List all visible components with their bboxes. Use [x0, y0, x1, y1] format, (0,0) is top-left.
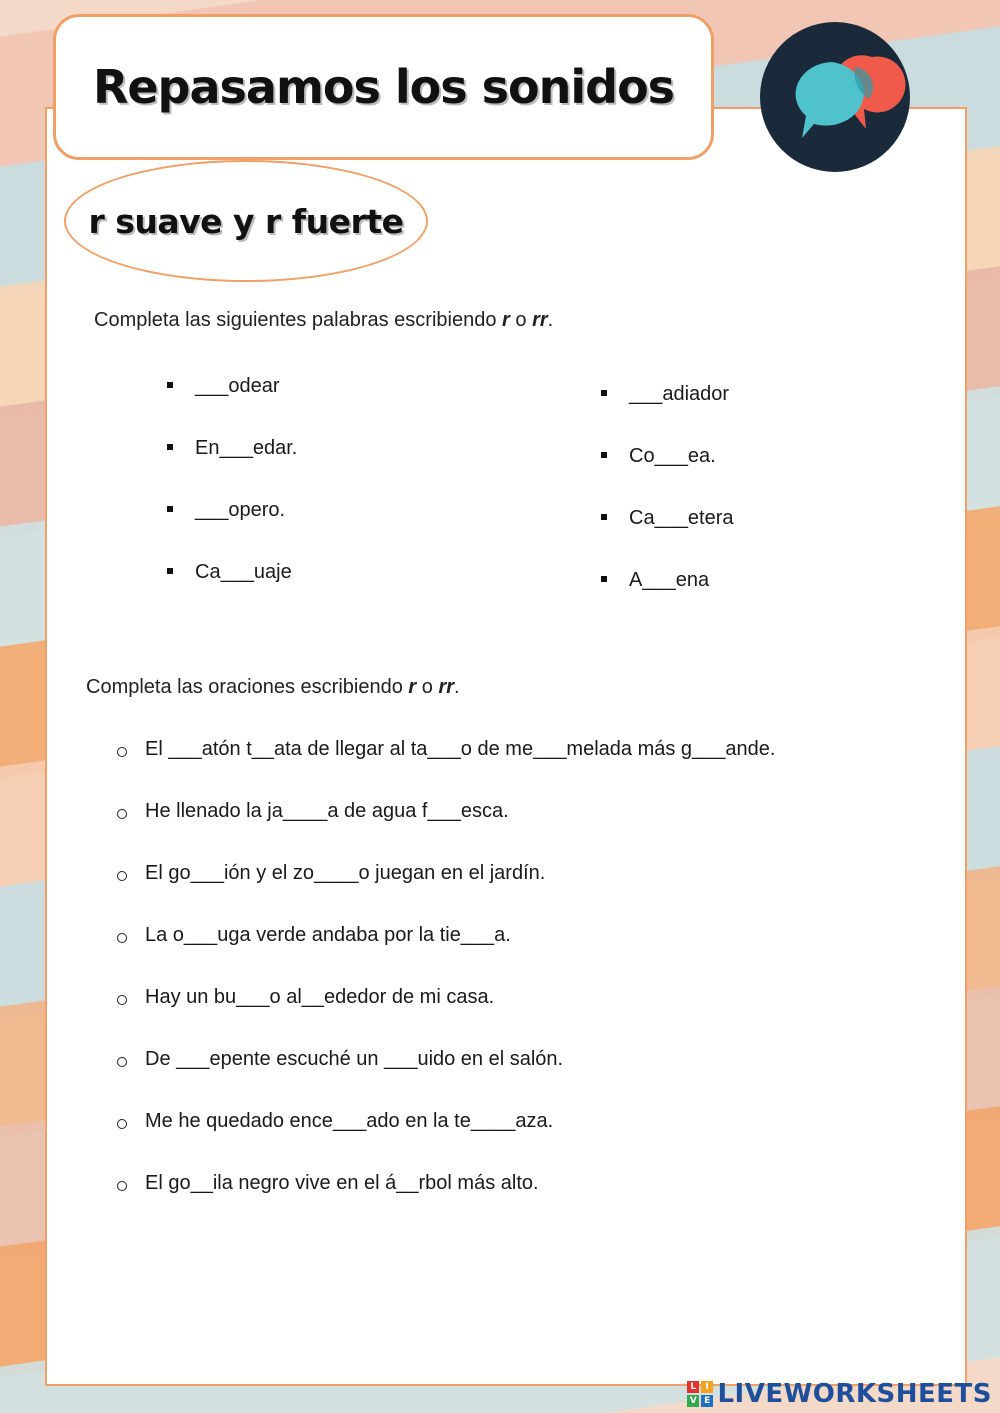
- list-item: [167, 561, 297, 623]
- subtitle-oval: [64, 160, 428, 282]
- instruction-r: r: [408, 676, 417, 698]
- list-item: [117, 800, 775, 862]
- brand-letter: I: [701, 1381, 713, 1393]
- circle-bullet-icon: [117, 933, 127, 943]
- bullet-icon: [167, 444, 173, 450]
- circle-bullet-icon: [117, 747, 127, 757]
- list-item: [167, 437, 297, 499]
- bullet-icon: [601, 514, 607, 520]
- bullet-icon: [167, 506, 173, 512]
- bullet-icon: [601, 390, 607, 396]
- instruction-end: .: [547, 309, 554, 331]
- list-item: [117, 986, 775, 1048]
- sentence-blank[interactable]: El go__ila negro vive en el á__rbol más alto.: [145, 1172, 539, 1194]
- circle-bullet-icon: [117, 1181, 127, 1191]
- instruction-text: Completa las siguientes palabras escribiendo: [94, 309, 503, 331]
- list-item: [601, 507, 734, 569]
- page-title: Repasamos los sonidos: [92, 60, 675, 114]
- instruction-text: Completa las oraciones escribiendo: [86, 676, 409, 698]
- brand-letter: V: [687, 1395, 699, 1407]
- list-item: [167, 375, 297, 437]
- circle-bullet-icon: [117, 1057, 127, 1067]
- sentence-blank[interactable]: El go___ión y el zo____o juegan en el jardín.: [145, 862, 546, 884]
- list-item: [601, 383, 734, 445]
- instruction-rr: rr: [532, 309, 548, 331]
- sentence-blank[interactable]: La o___uga verde andaba por la tie___a.: [145, 924, 511, 946]
- brand-letter: E: [701, 1395, 713, 1407]
- list-item: [117, 924, 775, 986]
- word-list-right: [601, 383, 734, 631]
- list-item: [117, 738, 775, 800]
- sentence-list: [117, 738, 775, 1234]
- instruction-r: r: [502, 309, 510, 331]
- word-blank[interactable]: En___edar.: [195, 437, 298, 459]
- chat-bubbles-icon: [760, 22, 910, 172]
- list-item: [601, 445, 734, 507]
- instruction-rr: rr: [438, 676, 455, 698]
- instruction-end: .: [454, 676, 460, 698]
- sentence-blank[interactable]: Hay un bu___o al__ededor de mi casa.: [145, 986, 495, 1008]
- bullet-icon: [601, 452, 607, 458]
- word-blank[interactable]: ___adiador: [629, 383, 730, 405]
- brand-grid-icon: [687, 1381, 713, 1407]
- list-item: [117, 1048, 775, 1110]
- brand-text: LIVEWORKSHEETS: [717, 1379, 992, 1409]
- brand-letter: L: [687, 1381, 699, 1393]
- word-blank[interactable]: A___ena: [629, 569, 710, 591]
- circle-bullet-icon: [117, 1119, 127, 1129]
- title-box: [53, 14, 714, 160]
- instruction-words: [94, 309, 553, 332]
- sentence-blank[interactable]: El ___atón t__ata de llegar al ta___o de me___melada más g___ande.: [145, 738, 776, 760]
- word-blank[interactable]: Co___ea.: [629, 445, 716, 467]
- subtitle: r suave y r fuerte: [88, 201, 404, 241]
- liveworksheets-logo[interactable]: [687, 1379, 992, 1409]
- word-blank[interactable]: Ca___uaje: [195, 561, 292, 583]
- sentence-blank[interactable]: Me he quedado ence___ado en la te____aza.: [145, 1110, 554, 1132]
- list-item: [117, 862, 775, 924]
- sentence-blank[interactable]: He llenado la ja____a de agua f___esca.: [145, 800, 509, 822]
- list-item: [167, 499, 297, 561]
- list-item: [117, 1172, 775, 1234]
- circle-bullet-icon: [117, 809, 127, 819]
- word-blank[interactable]: Ca___etera: [629, 507, 734, 529]
- instruction-o: o: [509, 309, 533, 331]
- list-item: [117, 1110, 775, 1172]
- instruction-o: o: [416, 676, 439, 698]
- bullet-icon: [167, 568, 173, 574]
- bullet-icon: [167, 382, 173, 388]
- list-item: [601, 569, 734, 631]
- word-blank[interactable]: ___odear: [195, 375, 280, 397]
- circle-bullet-icon: [117, 871, 127, 881]
- word-list-left: [167, 375, 297, 623]
- circle-bullet-icon: [117, 995, 127, 1005]
- instruction-sentences: [86, 676, 460, 699]
- bullet-icon: [601, 576, 607, 582]
- sentence-blank[interactable]: De ___epente escuché un ___uido en el salón.: [145, 1048, 564, 1070]
- word-blank[interactable]: ___opero.: [195, 499, 286, 521]
